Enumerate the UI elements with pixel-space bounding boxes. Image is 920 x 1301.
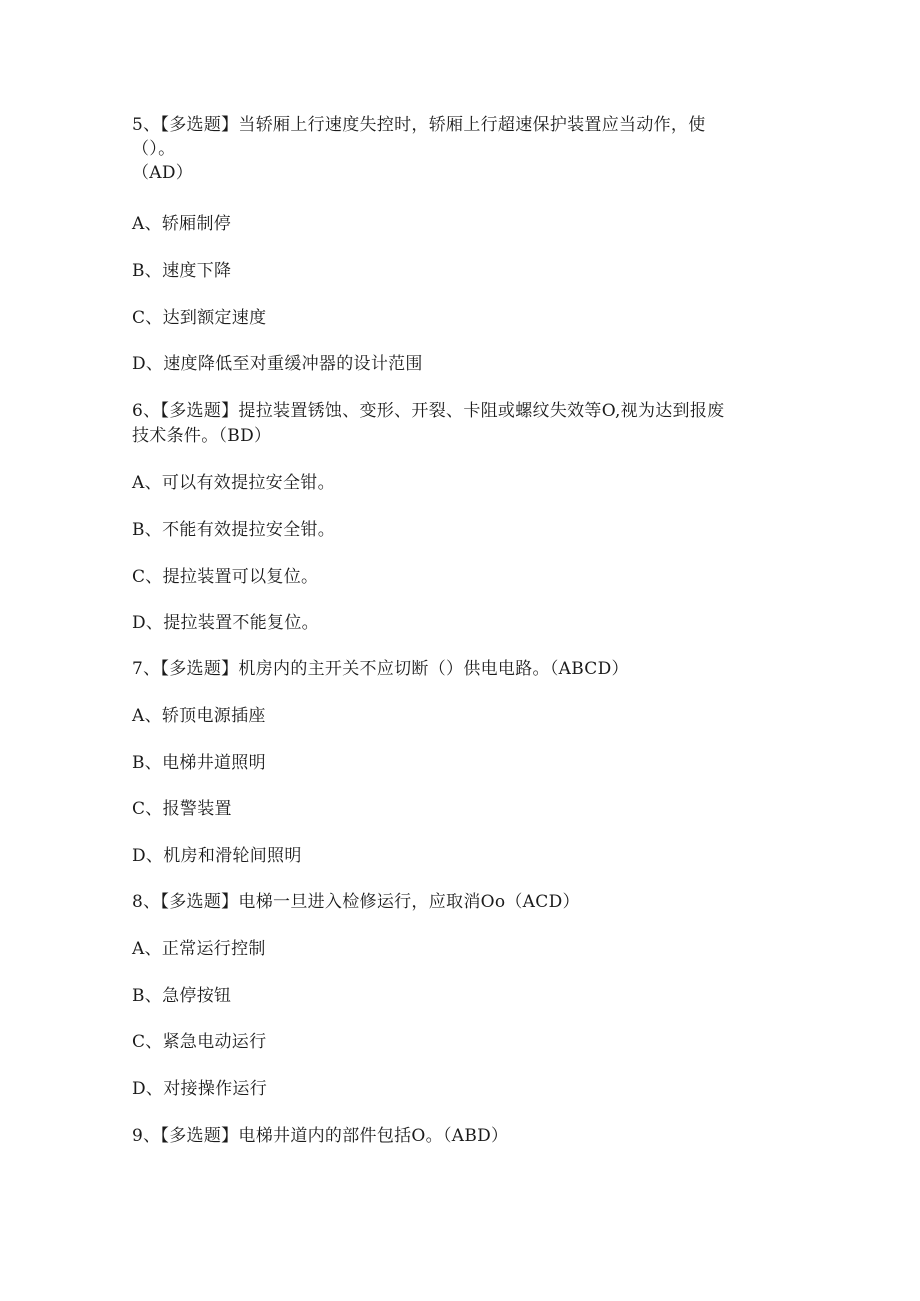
question-5-option-c: C、达到额定速度 xyxy=(132,308,267,328)
question-6-text-line-2: 技术条件。（BD） xyxy=(132,426,272,446)
question-6-option-b: B、不能有效提拉安全钳。 xyxy=(132,520,336,540)
question-5-option-b: B、速度下降 xyxy=(132,261,232,281)
question-7-text-line-1: 7、【多选题】机房内的主开关不应切断（）供电电路。（ABCD） xyxy=(132,659,629,679)
question-8-option-a: A、正常运行控制 xyxy=(132,939,266,959)
question-7-option-a: A、轿顶电源插座 xyxy=(132,706,266,726)
question-5-option-d: D、速度降低至对重缓冲器的设计范围 xyxy=(132,354,423,374)
question-5-text-line-2: （）。 xyxy=(132,139,176,159)
question-7-option-b: B、电梯井道照明 xyxy=(132,753,266,773)
question-6-text-line-1: 6、【多选题】提拉装置锈蚀、变形、开裂、卡阻或螺纹失效等O,视为达到报废 xyxy=(132,401,725,421)
question-6-option-a: A、可以有效提拉安全钳。 xyxy=(132,473,335,493)
question-9-text-line-1: 9、【多选题】电梯井道内的部件包括O。（ABD） xyxy=(132,1126,509,1146)
question-7-option-d: D、机房和滑轮间照明 xyxy=(132,846,302,866)
question-6-option-c: C、提拉装置可以复位。 xyxy=(132,567,319,587)
question-8-text-line-1: 8、【多选题】电梯一旦进入检修运行，应取消Oo（ACD） xyxy=(132,892,580,912)
question-6-option-d: D、提拉装置不能复位。 xyxy=(132,613,319,633)
question-5-option-a: A、轿厢制停 xyxy=(132,214,232,234)
question-7-option-c: C、报警装置 xyxy=(132,799,232,819)
question-5-text-line-1: 5、【多选题】当轿厢上行速度失控时，轿厢上行超速保护装置应当动作，使 xyxy=(132,115,706,135)
question-8-option-c: C、紧急电动运行 xyxy=(132,1032,267,1052)
question-8-option-d: D、对接操作运行 xyxy=(132,1079,268,1099)
question-5-answer: （AD） xyxy=(132,163,194,183)
question-8-option-b: B、急停按钮 xyxy=(132,986,232,1006)
